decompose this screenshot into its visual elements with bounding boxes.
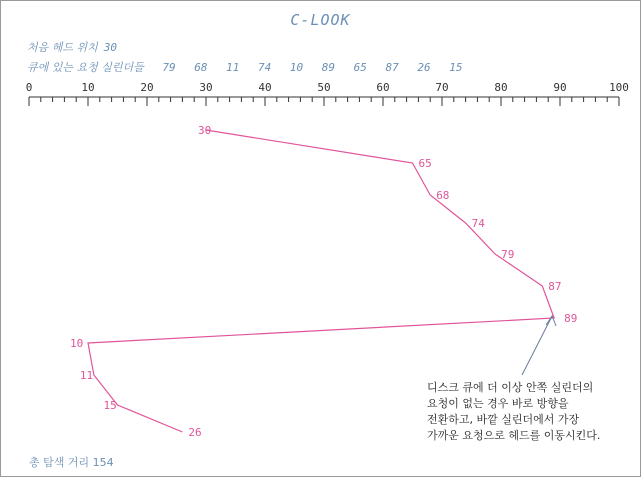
axis-tick-label: 60 xyxy=(376,81,390,94)
queue-value: 74 xyxy=(258,61,272,74)
explanation-note xyxy=(427,380,627,444)
axis-tick-label: 40 xyxy=(258,81,272,94)
queue-value: 79 xyxy=(162,61,176,74)
path-point-label: 68 xyxy=(436,189,450,202)
axis-tick-label: 90 xyxy=(553,81,567,94)
queue-value: 89 xyxy=(321,61,335,74)
diagram-title: C-LOOK xyxy=(290,11,351,29)
axis-tick-label: 50 xyxy=(317,81,331,94)
axis-tick-label: 10 xyxy=(81,81,95,94)
queue-value: 68 xyxy=(194,61,208,74)
axis-tick-label: 20 xyxy=(140,81,154,94)
initial-head-label: 처음 헤드 위치 xyxy=(27,41,98,54)
queue-value: 65 xyxy=(353,61,367,74)
path-point-label: 79 xyxy=(501,248,515,261)
path-point-label: 15 xyxy=(103,399,117,412)
note-line: 전환하고, 바깥 실린더에서 가장 xyxy=(427,413,580,426)
queue-value: 26 xyxy=(417,61,431,74)
axis-tick-label: 30 xyxy=(199,81,213,94)
path-point-label: 10 xyxy=(70,337,84,350)
path-point-label: 89 xyxy=(564,312,578,325)
note-line: 가까운 요청으로 헤드를 이동시킨다. xyxy=(427,429,601,442)
path-point-label: 65 xyxy=(418,157,432,170)
queue-value: 10 xyxy=(289,61,304,74)
queue-label: 큐에 있는 요청 실린더들 xyxy=(27,61,144,74)
path-point-label: 30 xyxy=(198,124,212,137)
axis-tick-label: 100 xyxy=(609,81,629,94)
queue-value: 15 xyxy=(449,61,463,74)
path-point-label: 74 xyxy=(471,217,485,230)
path-point-label: 11 xyxy=(79,369,94,382)
path-point-label: 87 xyxy=(548,280,562,293)
axis-tick-label: 70 xyxy=(435,81,449,94)
note-line: 요청이 없는 경우 바로 방향을 xyxy=(427,397,569,410)
note-line: 디스크 큐에 더 이상 안쪽 실린더의 xyxy=(427,381,594,394)
initial-head-value: 30 xyxy=(103,41,117,54)
annotation-arrow xyxy=(522,316,552,375)
path-point-label: 26 xyxy=(188,426,202,439)
axis-tick-label: 0 xyxy=(25,81,33,94)
queue-value: 11 xyxy=(226,61,240,74)
axis-tick-label: 80 xyxy=(494,81,508,94)
queue-value: 87 xyxy=(385,61,399,74)
total-seek-distance: 총 탐색 거리 154 xyxy=(29,456,114,469)
